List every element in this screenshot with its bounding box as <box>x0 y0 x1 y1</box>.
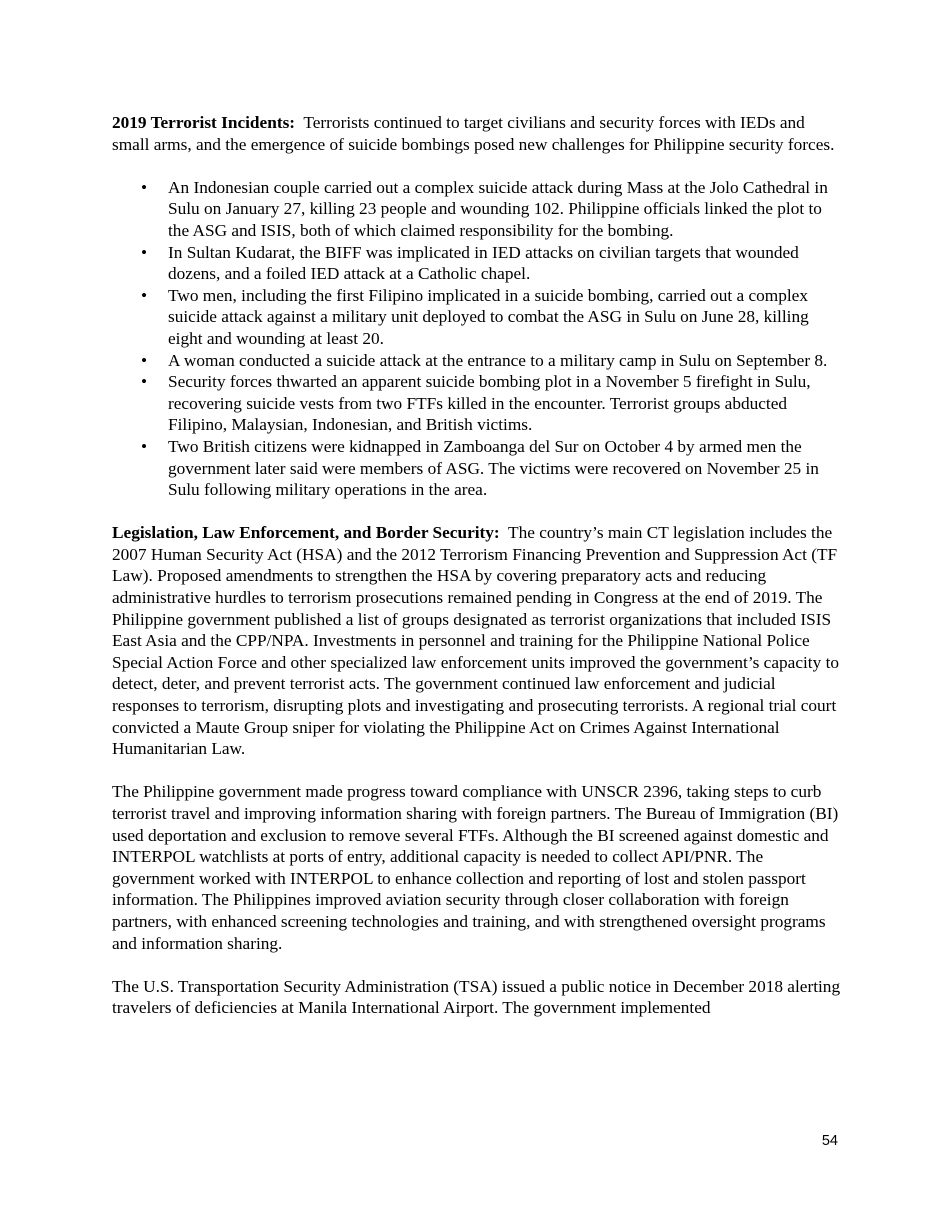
tsa-paragraph: The U.S. Transportation Security Administration (TSA) issued a public notice in December 2018 alerting travelers of deficiencies at Manila International Airport. The government implemented <box>112 976 841 1018</box>
list-item-text: Two men, including the first Filipino implicated in a suicide bombing, carried out a complex suicide attack against a military unit deployed to combat the ASG in Sulu on June 28, killing eight and wounding at least 20. <box>168 285 809 348</box>
legislation-body: The country’s main CT legislation includes the 2007 Human Security Act (HSA) and the 2012 Terrorism Financing Prevention and Suppression Act (TF Law). Proposed amendments to strengthen the HSA by covering preparatory acts and reducing administrative hurdles to terrorism prosecutions remained pending in Congress at the end of 2019. The Philippine government published a list of groups designated as terrorist organizations that included ISIS East Asia and the CPP/NPA. Investments in personnel and training for the Philippine National Police Special Action Force and other specialized law enforcement units improved the government’s capacity to detect, deter, and prevent terrorist acts. The government continued law enforcement and judicial responses to terrorism, disrupting plots and investigating and prosecuting terrorists. A regional trial court convicted a Maute Group sniper for violating the Philippine Act on Crimes Against International Humanitarian Law. <box>112 523 840 759</box>
list-item <box>141 285 842 350</box>
page-number: 54 <box>821 1133 838 1149</box>
list-item-text: Security forces thwarted an apparent suicide bombing plot in a November 5 firefight in Sulu, recovering suicide vests from two FTFs killed in the encounter. Terrorist groups abducted Filipino, Malaysian, Indonesian, and British victims. <box>168 372 811 435</box>
legislation-heading: Legislation, Law Enforcement, and Border Security: <box>112 523 500 543</box>
incidents-paragraph <box>112 112 842 155</box>
incidents-heading: 2019 Terrorist Incidents: <box>112 113 296 132</box>
list-item-text: Two British citizens were kidnapped in Zamboanga del Sur on October 4 by armed men the government later said were members of ASG. The victims were recovered on November 25 in Sulu following military operations in the area. <box>168 436 819 500</box>
list-item <box>141 350 842 372</box>
list-item <box>141 436 842 501</box>
incidents-intro: Terrorists continued to target civilians and security forces with IEDs and small arms, and the emergence of suicide bombings posed new challenges for Philippine security forces. <box>112 113 835 154</box>
bullet-icon: • <box>141 350 148 370</box>
document-page <box>112 112 842 1019</box>
bullet-icon: • <box>141 436 148 456</box>
list-item-text: In Sultan Kudarat, the BIFF was implicated in IED attacks on civilian targets that wounded dozens, and a foiled IED attack at a Catholic chapel. <box>168 242 799 284</box>
bullet-icon: • <box>141 372 148 392</box>
list-item <box>141 242 842 285</box>
incidents-list <box>112 177 842 501</box>
list-item <box>141 371 842 436</box>
legislation-paragraph <box>112 522 842 760</box>
list-item-text: A woman conducted a suicide attack at the entrance to a military camp in Sulu on September 8. <box>168 350 828 370</box>
bullet-icon: • <box>141 285 148 305</box>
list-item-text: An Indonesian couple carried out a complex suicide attack during Mass at the Jolo Cathedral in Sulu on January 27, killing 23 people and wounding 102. Philippine officials linked the plot to the ASG and ISIS, both of which claimed responsibility for the bombing. <box>168 177 828 240</box>
bullet-icon: • <box>141 242 148 262</box>
unscr-paragraph: The Philippine government made progress toward compliance with UNSCR 2396, taking steps to curb terrorist travel and improving information sharing with foreign partners. The Bureau of Immigration (BI) used deportation and exclusion to remove several FTFs. Although the BI screened against domestic and INTERPOL watchlists at ports of entry, additional capacity is needed to collect API/PNR. The government worked with INTERPOL to enhance collection and reporting of lost and stolen passport information. The Philippines improved aviation security through closer collaboration with foreign partners, with enhanced screening technologies and training, and with strengthened oversight programs and information sharing. <box>112 782 839 953</box>
bullet-icon: • <box>141 177 148 197</box>
list-item <box>141 177 842 242</box>
